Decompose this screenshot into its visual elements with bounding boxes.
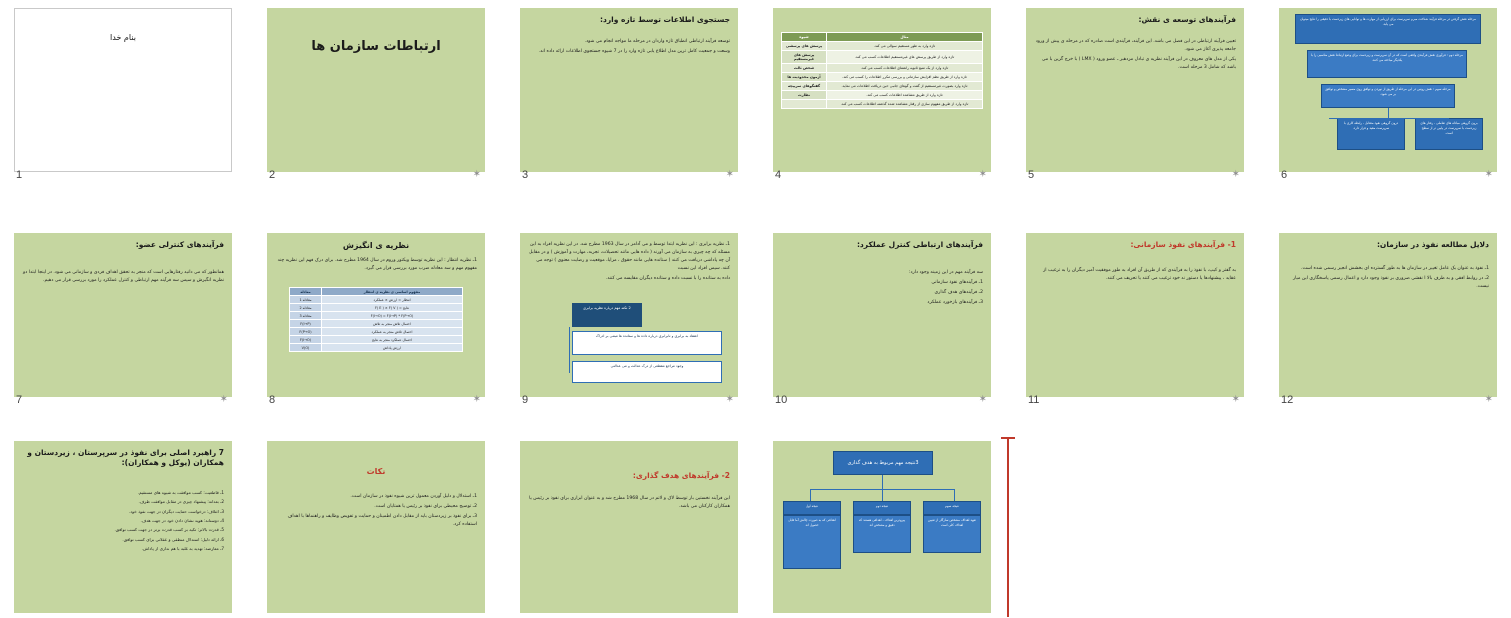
table-cell: انتظار = ارزش × عملکرد	[322, 296, 463, 304]
diagram-connector	[954, 489, 955, 501]
callout-item-2: وجود مراجع مقطعی از درک عدالت و می عدالتی	[572, 361, 722, 383]
animation-star-icon: ✶	[978, 394, 987, 405]
body-line: 2ـ توضیح محیطی برای نفوذ بر رئیس یا همتایان است.	[374, 504, 477, 510]
animation-star-icon: ✶	[725, 394, 734, 405]
body-line: تعیین فرآیند ارتباطی در این فصل می باشد. این فرآیند، فرآیندی است صادره که در مرحله ی پیش از ورود جامعه پذیری آغاز می شود.	[1035, 39, 1236, 53]
table-cell: F(P→O)	[290, 328, 322, 336]
slide-surface[interactable]	[520, 441, 738, 613]
slide-body	[1034, 38, 1236, 74]
selection-guide-bar	[1007, 437, 1009, 617]
table-row	[290, 312, 463, 320]
body-line: 3ـ فرآیندهای بازخورد عملکرد	[927, 300, 983, 306]
slide-surface[interactable]	[773, 233, 991, 397]
body-line: داده به ستانده را با نسبت داده و ستانده دیگران مقایسه می کنند.	[605, 276, 730, 282]
table-cell: پرسش های پرسشی	[782, 42, 827, 51]
diagram-connector	[811, 489, 955, 490]
slide-thumb-5[interactable]	[1026, 8, 1244, 180]
table-row	[290, 320, 463, 328]
body-line: وسعت و جمعیت کامل ترین مدل اطلاع یابی تازه وارد را در 7 شیوه جستجوی اطلاعات ارائه داده اند.	[538, 49, 730, 55]
slide-body	[275, 257, 477, 275]
table-cell: احتمال عملکرد منجر به نتایج	[322, 336, 463, 344]
table-cell: V(O)	[290, 344, 322, 352]
goal-box-2-text: پیروترین اهداف ، اهدافی هستند که دقیق و مشخص اند	[853, 515, 911, 553]
slide-body	[528, 38, 730, 58]
slide-body	[275, 493, 477, 531]
table-row	[290, 328, 463, 336]
table-cell: تازه وارد از طریق مشاهده اطلاعات کسب می کند.	[827, 91, 983, 100]
animation-star-icon: ✶	[1484, 394, 1493, 405]
table-header-row	[782, 33, 983, 42]
body-line: 2ـ فرآیندهای هدف گذاری	[934, 290, 983, 296]
slide-body	[528, 241, 730, 285]
table-cell: شخص ثالث	[782, 64, 827, 73]
slide-surface[interactable]	[14, 441, 232, 613]
slide-body	[781, 269, 983, 309]
table-row	[782, 82, 983, 91]
animation-star-icon: ✶	[725, 169, 734, 180]
callout-item-1: اعتقاد به برابری و نابرابری درباره داده ها و ستانده ها مبتنی بر ادراک	[572, 331, 722, 355]
slide-number: 6	[1281, 169, 1288, 181]
animation-star-icon: ✶	[472, 169, 481, 180]
slide-thumb-7[interactable]	[14, 233, 232, 405]
body-line: توسعه فرآیند ارتباطی انطباق تازه واردان در مرحله ما مواجه انجام می شود.	[584, 39, 730, 44]
slide-number: 2	[269, 169, 276, 181]
diagram-node-1: مرحله نقش گرفتن در مرحله فرآیند شناخت مبرم سرپرست برای ارزیابی از مهارت ها و توانایی های زیردست با دقیقی را نتایج میتوان می یابد.	[1295, 14, 1481, 44]
table-row	[782, 100, 983, 109]
slide-body	[22, 489, 224, 554]
animation-star-icon: ✶	[1231, 169, 1240, 180]
goal-box-3-header: نتیجه سوم	[923, 501, 981, 515]
slide-thumb-9[interactable]	[520, 233, 738, 405]
table-cell: گفتگوهای سرپیچه	[782, 82, 827, 91]
slide-table	[781, 32, 983, 109]
table-row	[782, 51, 983, 64]
diagram-node-5: درون گروهی نفوذ متقابل ، رابطه کاری با سرپرست مفید و قرار دارد.	[1337, 118, 1405, 150]
diagram-node-3: مرحله سوم : نقش روتین در این مرحله از طریق از نوردن و توافق روی مسیر مشخص و توافق بر می شود.	[1321, 84, 1455, 108]
slide-thumb-6[interactable]	[1279, 8, 1497, 180]
slide-thumb-11[interactable]	[1026, 233, 1244, 405]
body-line: 3ـ ائتلاف: درخواست حمایت دیگران در جهت نفوذ خود.	[128, 508, 224, 514]
animation-star-icon: ✶	[1231, 394, 1240, 405]
table-cell: تازه وارد از یک منبع ثانویه راهنمای اطلاعات کسب می کند.	[827, 64, 983, 73]
slide-thumb-13[interactable]	[14, 441, 232, 613]
animation-star-icon: ✶	[978, 169, 987, 180]
diagram-connector	[1329, 118, 1449, 119]
slide-title: فرآیندهای توسعه ی نقش:	[1138, 15, 1236, 24]
slide-title: فرآیندهای کنترلی عضو:	[135, 240, 224, 249]
slide-table	[289, 287, 463, 352]
body-line: همانطور که می دانید رفتارهایی است که منجر به تحقق اهداف فردی و سازمانی می شود. در اینجا ابتدا دو نظریه انگیزش و سپس سه فرآیند مهم ارتباطی و کنترل عملکرد را مورد بررسی قرار می دهیم.	[23, 270, 224, 284]
body-line: سه فرآیند مهم در این زمینه وجود دارد:	[908, 270, 983, 275]
diagram-connector	[1388, 108, 1389, 118]
slide-number: 9	[522, 394, 529, 406]
table-cell: معادله 3	[290, 312, 322, 320]
diagram-connector	[882, 475, 883, 489]
table-header-cell: مثال	[827, 33, 983, 42]
slide-surface[interactable]	[267, 441, 485, 613]
selection-guide-cap	[1001, 437, 1015, 439]
table-cell: ارزش پاداش	[322, 344, 463, 352]
slide-number: 5	[1028, 169, 1035, 181]
body-line: 2ـ در روابط افقی و به طرف بالا ا نقشی ضروری بر نفوذ وجود دارد و اعمال رسمی پاسخگاری این میار نیست.	[1292, 276, 1489, 290]
body-line: 1ـ استدلال و دلیل آوردن معمول ترین شیوه نفوذ در سازمان است.	[350, 494, 477, 499]
goal-box-3-text: تعهد اهداف مشخص سازگار از تعیین اهداف کلی است	[923, 515, 981, 553]
slide-thumb-2[interactable]	[267, 8, 485, 180]
slide-surface[interactable]	[773, 441, 991, 613]
slide-surface[interactable]	[773, 8, 991, 172]
table-cell: F(I→O)	[290, 336, 322, 344]
slide-thumb-8[interactable]	[267, 233, 485, 405]
slide-thumb-14[interactable]	[267, 441, 485, 613]
slide-surface[interactable]	[267, 233, 485, 397]
slide-1-text: بنام خدا	[110, 33, 136, 42]
table-cell: تازه وارد از طریق مفهوم سازی از رفتار مشاهده شده گذشته اطلاعات کسب می کند.	[827, 100, 983, 109]
table-row	[782, 64, 983, 73]
slide-number: 10	[775, 394, 788, 406]
slide-surface[interactable]	[1026, 8, 1244, 172]
table-cell: تازه وارد از طریق پرسش های غیرمستقیم اطلاعات کسب می کند.	[827, 51, 983, 64]
slide-surface[interactable]	[1279, 8, 1497, 172]
slide-thumb-4[interactable]	[773, 8, 991, 180]
goal-box-1-header: نتیجه اول	[783, 501, 841, 515]
slide-thumb-1[interactable]	[14, 8, 232, 180]
table-header-cell: شیوه	[782, 33, 827, 42]
table-row	[290, 344, 463, 352]
slide-title: جستجوی اطلاعات توسط تازه وارد:	[599, 15, 730, 24]
diagram-node-2: مرحله دوم : فرآوری نقش فرآیندی واقعی است که در آن سرپرست و زیردست برای وضع ارتباط نقش مناسبی را با یکدیگر مباحثه می کنند.	[1307, 50, 1467, 78]
table-cell	[782, 100, 827, 109]
slide-title: ارتباطات سازمان ها	[311, 39, 441, 54]
slide-title: فرآیندهای ارتباطی کنترل عملکرد:	[856, 240, 983, 249]
animation-star-icon: ✶	[472, 394, 481, 405]
slide-title: نظریه ی انگیزش	[342, 241, 410, 250]
table-cell: آزمون محدودیت ها	[782, 73, 827, 82]
diagram-connector	[810, 489, 811, 501]
table-cell: تازه وارد به طور مستقیم سوالی می کند.	[827, 42, 983, 51]
table-cell: معادله 2	[290, 304, 322, 312]
table-header-cell: معادله	[290, 288, 322, 296]
slide-surface[interactable]	[14, 233, 232, 397]
body-line: 1ـ نفوذ به عنوان یک عامل تغییر در سازمان ها به طور گسترده ای بخشش انجیز رسمی شده است.	[1300, 266, 1489, 271]
slide-number: 8	[269, 394, 276, 406]
body-line: 5ـ قدرت بالاتر: تکیه بر کسب قدرت برتر در جهت کسب توافق.	[114, 527, 224, 533]
table-row	[782, 42, 983, 51]
slide-number: 3	[522, 169, 529, 181]
body-line: 2ـ بعدانه: پیشنهاد چیزی در مقابل موافقت طرف.	[138, 499, 224, 505]
slide-thumb-10[interactable]	[773, 233, 991, 405]
slide-surface[interactable]	[14, 8, 232, 172]
slide-number: 1	[16, 169, 23, 181]
body-line: 1ـ قاطعیت: کسب موافقت به شیوه های مستقیم.	[137, 490, 224, 495]
table-cell: F(I→O) = F(I→P) * F(P→O)	[322, 312, 463, 320]
table-cell: تازه وارد از طریق نظم افزایش سازمانی و بررسی مکرر اطلاعات را کسب می کند.	[827, 73, 983, 82]
goal-box-1-text: اهدافی که به صورت چالش آما قابل حصول اند	[783, 515, 841, 569]
body-line: 3ـ برای نفوذ بر زیردستان باید از مقابل دادن اطمینان و حمایت و تفویض وظایف و راهنماها با اهداف استفاده کرد.	[287, 514, 477, 528]
slide-surface[interactable]	[1279, 233, 1497, 397]
table-cell: پرسش های غیرمستقیم	[782, 51, 827, 64]
table-row	[782, 73, 983, 82]
table-cell: نظارت	[782, 91, 827, 100]
diagram-connector	[882, 489, 883, 501]
table-header-cell: مفهوم اساسی ی نظریه ی انتظار	[322, 288, 463, 296]
table-header-row	[290, 288, 463, 296]
slide-title: نکات	[366, 467, 386, 476]
slide-surface[interactable]	[520, 233, 738, 397]
slide-number: 4	[775, 169, 782, 181]
slide-thumb-12[interactable]	[1279, 233, 1497, 405]
goal-box-2-header: نتیجه دوم	[853, 501, 911, 515]
slide-body	[1287, 265, 1489, 293]
slide-thumb-15[interactable]	[520, 441, 738, 613]
goal-diagram-title: 3نتیجه مهم مربوط به هدف گذاری	[833, 451, 933, 475]
slide-surface[interactable]	[520, 8, 738, 172]
slide-body	[22, 269, 224, 287]
body-line: 4ـ دوستانه: هوید نشان دادن خود در جهت هدف.	[140, 518, 224, 524]
slide-number: 12	[1281, 394, 1294, 406]
slide-body	[1034, 267, 1236, 285]
slide-surface[interactable]	[267, 8, 485, 172]
slide-title: دلایل مطالعه نفوذ در سازمان:	[1376, 240, 1489, 249]
slide-title: 1- فرآیندهای نفوذ سازمانی:	[1130, 240, 1236, 249]
body-line: 1ـ نظریه برابری : این نظریه ابتدا توسط و می آدامز در سال 1963 مطرح شد. در این نظریه افراد به این مسئله که چه چیزی به سازمان می آورند ( داده هایی مانند تحصیلات، تجربه، مهارت و آموزش ) و در مقابل آن چه پاداشی دریافت می کنند ( ستانده هایی مانند حقوق ، مزایا، موقعیت و رضایت معنوی ) توجه می کنند. سپس افراد این نسبت	[528, 242, 730, 272]
slide-number: 11	[1028, 394, 1040, 406]
body-line: 7ـ معارضه: تهدید به غلبه با هم نداری از پاداش.	[141, 546, 224, 552]
table-cell: F(I→P)	[290, 320, 322, 328]
body-line: 1ـ فرآیندهای نفوذ سازمانی	[931, 280, 983, 286]
slide-title: 2- فرآیندهای هدف گذاری:	[632, 471, 730, 480]
body-line: به گفتر و کیپ، با نفوذ را به فرآیندی که از طریق آن افراد به طور موفقیت آمیز دیگران را به ترغیب از عقاید ، پیشنهادها یا دستور ند خود ترغیب می کنند یا تحریف می کنند.	[1043, 268, 1236, 282]
table-cell: نتایج = F( E ) × F( V )	[322, 304, 463, 312]
table-row	[782, 91, 983, 100]
animation-star-icon: ✶	[219, 394, 228, 405]
callout-connector	[569, 327, 570, 373]
table-cell: احتمال تلاش منجر به تلاش	[322, 320, 463, 328]
body-line: این فرآیند نخستین بار توسط لاک و لاتم در سال 1968 مطرح شد و به عنوان ابزاری برای نفوذ بر رئیس یا همکاران کارکنان می باشد.	[529, 496, 730, 510]
table-row	[290, 336, 463, 344]
table-cell: احتمال تلاش منجر به عملکرد	[322, 328, 463, 336]
table-cell: معادله 1	[290, 296, 322, 304]
slide-surface[interactable]	[1026, 233, 1244, 397]
slide-number: 7	[16, 394, 23, 406]
slide-body	[528, 495, 730, 513]
body-line: 6ـ ارائه دلیل: استدلال منطقی و عقلانی برای کسب توافق.	[122, 536, 224, 542]
slide-title: 7 راهبرد اصلی برای نفوذ در سرپرستان ، زیردستان و همکاران (یوکل و همکاران):	[27, 448, 224, 468]
slide-thumb-3[interactable]	[520, 8, 738, 180]
body-line: یکی از مدل های معروف در این فرآیند نظریه ی تبادل مزدهبر ـ عضو ورود ( LMX ) با خرج گزین با می باشد که شامل 3 مرحله است.	[1041, 57, 1236, 71]
table-row	[290, 304, 463, 312]
slide-thumb-16[interactable]	[773, 441, 991, 613]
diagram-node-4: برون گروهی مبادله های تعاملی ، رفتار های زیردست با سرپرست در پایین تر از سطح است.	[1415, 118, 1483, 150]
table-cell: تازه وارد بصورت غیرمستقیم از گفت و گوهای جانبی حین دریافت اطلاعات می نماید.	[827, 82, 983, 91]
body-line: 1ـ نظریه انتظار : این نظریه توسط ویکتور وروم در سال 1964 مطرح شد. برای درک فهم این نظریه چند مفهوم مهم و سه معادله ضرب مورد بررسی قرار می گیرد.	[277, 258, 477, 272]
callout-header: 2 نکته مهم درباره نظریه برابری	[572, 303, 642, 327]
table-row	[290, 296, 463, 304]
animation-star-icon: ✶	[1484, 169, 1493, 180]
